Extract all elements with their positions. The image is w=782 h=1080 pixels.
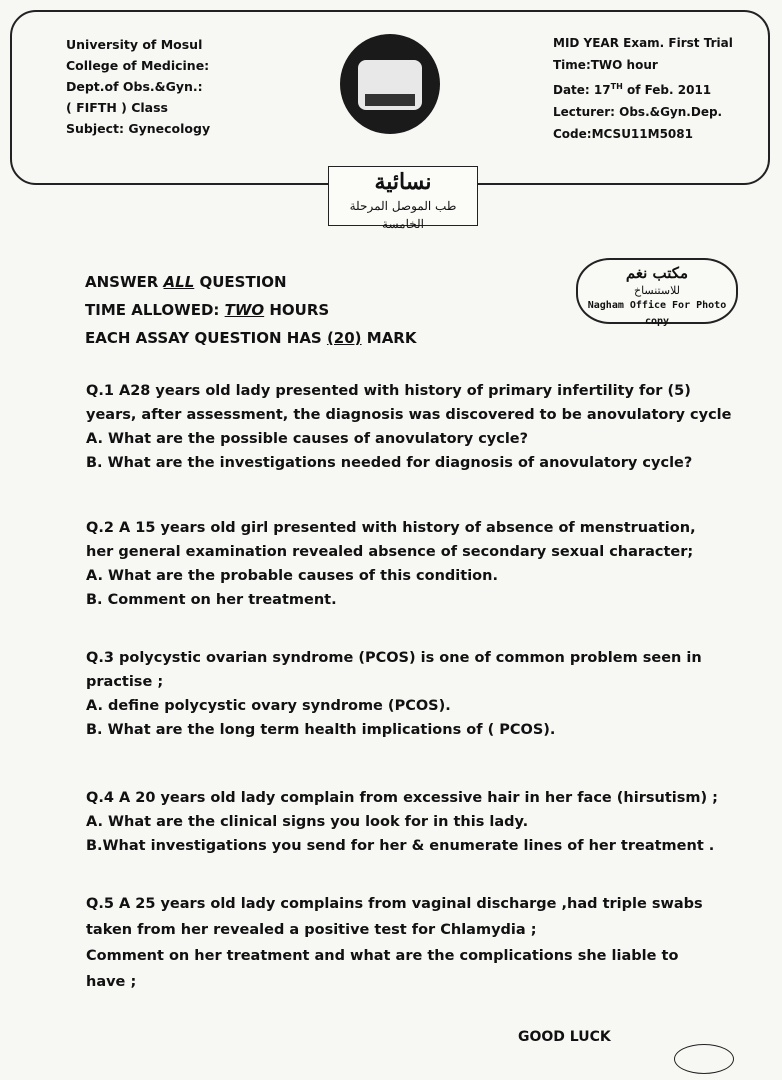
question-4-part-b: B.What investigations you send for her & enumerate lines of her treatment . (86, 838, 715, 854)
exam-instructions (85, 268, 416, 352)
good-luck-text: GOOD LUCK (518, 1029, 611, 1045)
stamp-line-1: مكتب نغم (625, 264, 689, 282)
photocopy-office-stamp (576, 258, 738, 327)
university-seal-logo (340, 34, 440, 134)
question-3-stem-cont: practise ; (86, 674, 164, 690)
question-5-stem-cont: taken from her revealed a positive test for Chlamydia ; (86, 922, 537, 938)
exam-time: Time:TWO hour (553, 58, 658, 72)
question-4-part-a: A. What are the clinical signs you look for in this lady. (86, 814, 529, 830)
instruction-time-allowed: TIME ALLOWED: TWO HOURS (85, 301, 330, 319)
stamp-line-2: للاستنساخ (633, 284, 681, 297)
instruction-answer-all: ANSWER ALL QUESTION (85, 273, 287, 291)
question-5-task: Comment on her treatment and what are the complications she liable to (86, 948, 679, 964)
question-2-stem: Q.2 A 15 years old girl presented with history of absence of menstruation, (86, 520, 696, 536)
question-2-part-a: A. What are the probable causes of this condition. (86, 568, 498, 584)
signature-mark (674, 1044, 734, 1074)
question-3 (86, 646, 776, 742)
question-2-stem-cont: her general examination revealed absence of secondary sexual character; (86, 544, 694, 560)
class-label: ( FIFTH ) Class (66, 100, 168, 115)
banner-subtitle: طب الموصل المرحلة الخامسة (349, 199, 457, 231)
question-4 (86, 786, 776, 858)
question-2 (86, 516, 776, 612)
question-1 (86, 379, 776, 475)
question-3-part-b: B. What are the long term health implications of ( PCOS). (86, 722, 556, 738)
subject-banner-logo (328, 166, 478, 231)
lecturer-label: Lecturer: Obs.&Gyn.Dep. (553, 105, 723, 119)
subject-label: Subject: Gynecology (66, 121, 211, 136)
question-5-task-cont: have ; (86, 974, 137, 990)
question-1-stem: Q.1 A28 years old lady presented with history of primary infertility for (5) (86, 383, 691, 399)
question-1-part-b: B. What are the investigations needed for diagnosis of anovulatory cycle? (86, 455, 693, 471)
header-right (553, 32, 733, 145)
seal-book (365, 94, 415, 106)
question-3-stem: Q.3 polycystic ovarian syndrome (PCOS) is one of common problem seen in (86, 650, 702, 666)
exam-code: Code:MCSU11M5081 (553, 127, 693, 141)
question-5 (86, 891, 776, 995)
exam-date: Date: 17TH of Feb. 2011 (553, 82, 712, 97)
question-1-stem-cont: years, after assessment, the diagnosis was discovered to be anovulatory cycle (86, 407, 732, 423)
header-left (66, 34, 210, 139)
stamp-line-3: Nagham Office For Photo copy (587, 300, 727, 327)
exam-title: MID YEAR Exam. First Trial (553, 36, 733, 50)
department-name: Dept.of Obs.&Gyn.: (66, 79, 203, 94)
question-2-part-b: B. Comment on her treatment. (86, 592, 337, 608)
university-name: University of Mosul (66, 37, 203, 52)
question-4-stem: Q.4 A 20 years old lady complain from excessive hair in her face (hirsutism) ; (86, 790, 718, 806)
instruction-marks: EACH ASSAY QUESTION HAS (20) MARK (85, 329, 417, 347)
question-3-part-a: A. define polycystic ovary syndrome (PCOS). (86, 698, 451, 714)
college-name: College of Medicine: (66, 58, 210, 73)
question-1-part-a: A. What are the possible causes of anovulatory cycle? (86, 431, 529, 447)
banner-title: نسائية (374, 169, 432, 195)
question-5-stem: Q.5 A 25 years old lady complains from vaginal discharge ,had triple swabs (86, 896, 703, 912)
